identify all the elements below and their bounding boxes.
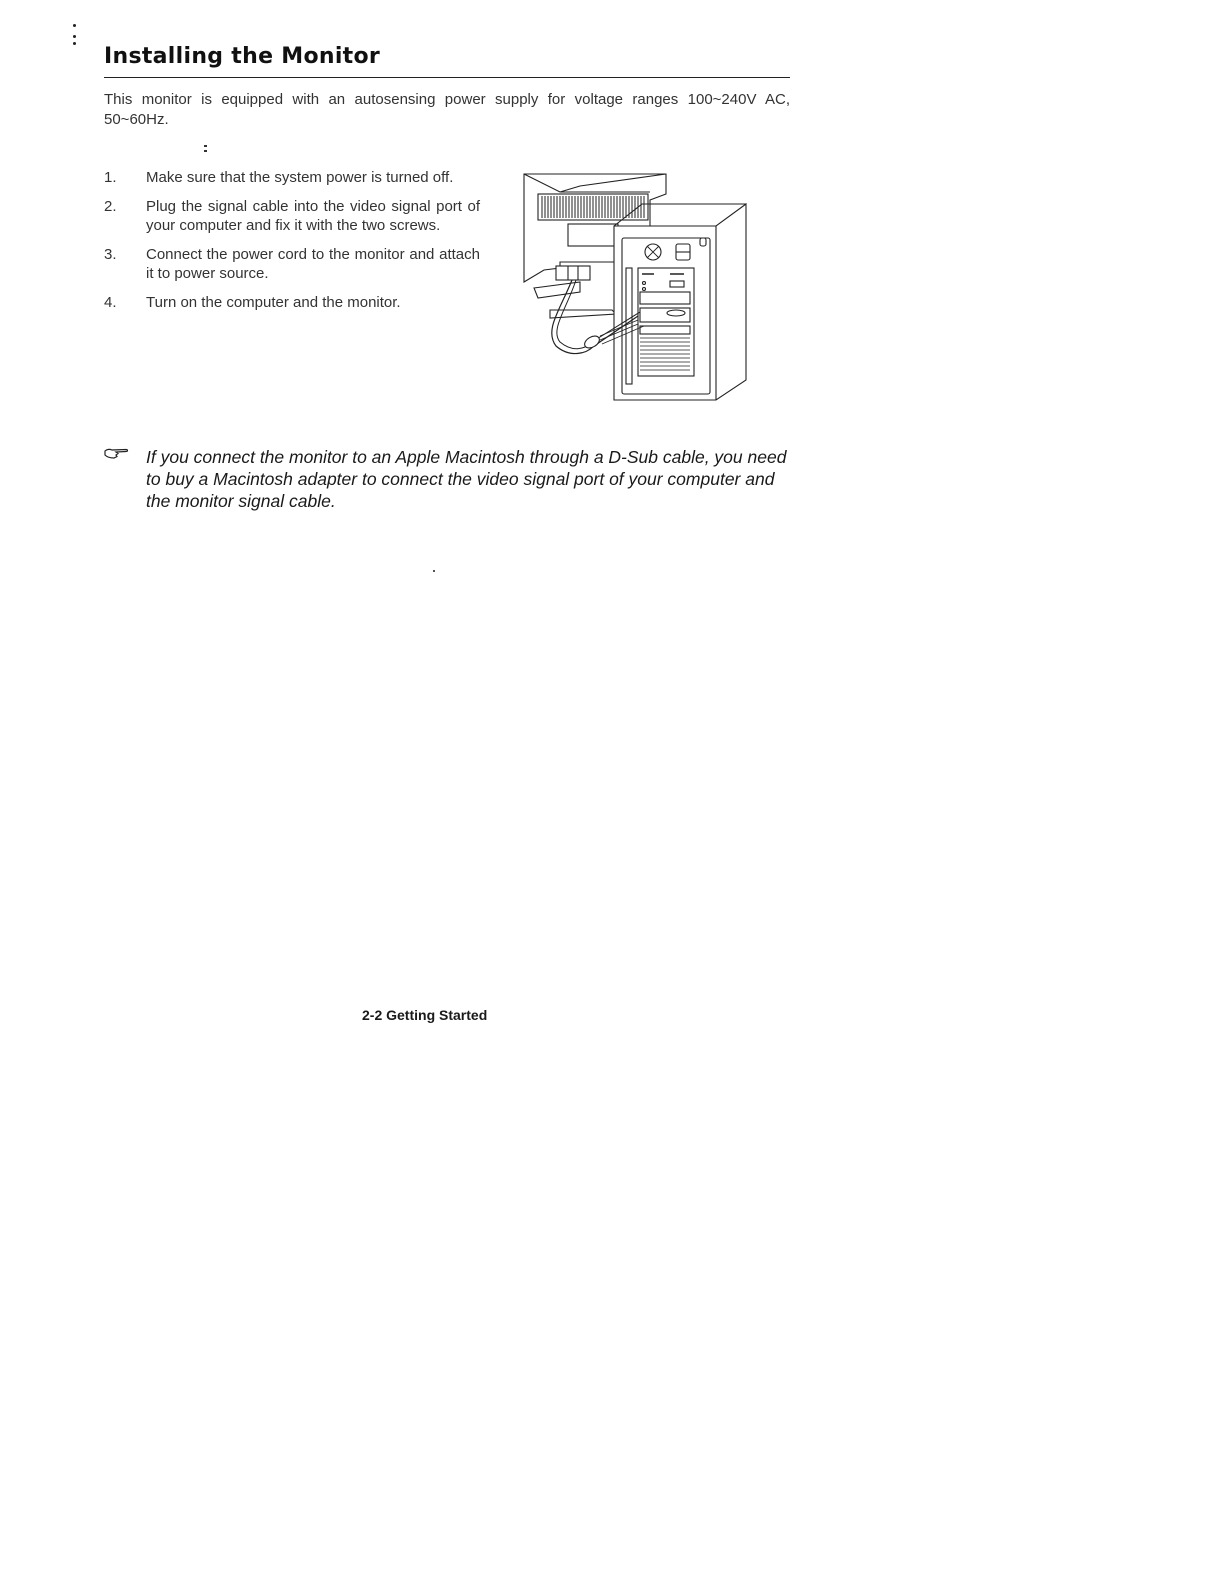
- note-text: If you connect the monitor to an Apple Macintosh through a D-Sub cable, you need to buy a Macintosh adapter to connect the video signal port of your computer and the monitor signal cable.: [146, 447, 787, 511]
- stray-mark: [433, 570, 435, 572]
- monitor-and-computer-illustration: [520, 170, 752, 402]
- step-text: Turn on the computer and the monitor.: [146, 294, 401, 311]
- list-item: [104, 197, 480, 235]
- intro-paragraph: This monitor is equipped with an autosensing power supply for voltage ranges 100~240V AC, 50~60Hz.: [104, 91, 790, 128]
- step-text: Connect the power cord to the monitor and attach it to power source.: [146, 246, 480, 282]
- monitor-ports: [556, 266, 590, 280]
- margin-marks: [72, 24, 78, 54]
- list-item: [104, 245, 480, 283]
- step-number: 4.: [104, 294, 117, 311]
- page-title: Installing the Monitor: [104, 44, 381, 69]
- monitor-base: [534, 282, 580, 298]
- step-number: 3.: [104, 246, 117, 263]
- page-footer: 2-2 Getting Started: [362, 1007, 488, 1023]
- pointing-hand-icon: [104, 446, 130, 460]
- stray-mark: [204, 145, 207, 152]
- step-number: 1.: [104, 169, 117, 186]
- list-item: [104, 293, 480, 312]
- step-text: Plug the signal cable into the video signal port of your computer and fix it with the two screws.: [146, 198, 480, 234]
- title-divider: [104, 77, 790, 78]
- installation-steps: [104, 168, 480, 322]
- step-number: 2.: [104, 198, 117, 215]
- list-item: [104, 168, 480, 187]
- step-text: Make sure that the system power is turned off.: [146, 169, 454, 186]
